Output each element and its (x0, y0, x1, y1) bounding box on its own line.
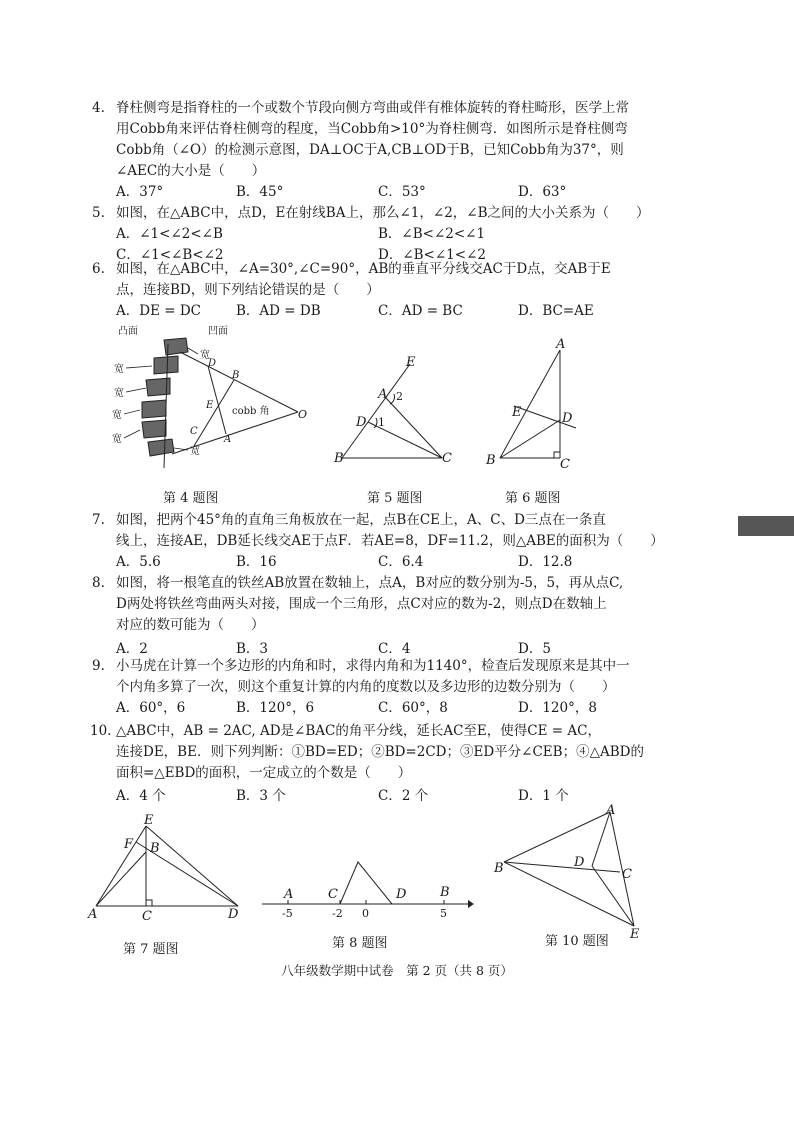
label-width: 宽 (190, 446, 200, 457)
point-b: B (150, 841, 160, 856)
figure-5-caption: 第 5 题图 (367, 491, 423, 506)
point-d: D (396, 887, 407, 902)
option-b: B．16 (236, 554, 277, 570)
point-f: F (124, 837, 134, 852)
option-a: A．∠1<∠2<∠B (116, 226, 223, 242)
question-text: 如图，把两个45°角的直角三角板放在一起，点B在CE上，A、C、D三点在一条直 (116, 512, 606, 528)
question-text: 对应的数可能为（ ） (116, 617, 265, 633)
question-text: 线上，连接AE，DB延长线交AE于点F．若AE=8，DF=11.2，则△ABE的面积为（ ） (116, 533, 664, 549)
option-c: C．53° (378, 184, 426, 200)
side-ab (504, 812, 610, 862)
label-width: 宽 (112, 410, 122, 421)
point-c: C (442, 451, 452, 466)
figure-6-caption: 第 6 题图 (505, 491, 561, 506)
question-number: 9. (92, 658, 105, 674)
side-tab-mark (738, 516, 794, 536)
question-text: △ABC中，AB = 2AC, AD是∠BAC的角平分线，延长AC至E，使得CE = AC， (116, 723, 601, 739)
angle-1: 1 (378, 416, 385, 429)
question-number: 5. (92, 205, 105, 221)
point-e: E (206, 400, 214, 411)
figure-4-caption: 第 4 题图 (163, 491, 219, 506)
question-text: D两处将铁丝弯曲两头对接，围成一个三角形，点C对应的数为-2，则点D在数轴上 (116, 596, 607, 612)
point-b: B (486, 453, 496, 468)
option-d: D．5 (518, 641, 551, 657)
arrow-line (124, 410, 140, 414)
option-b: B．∠B<∠2<∠1 (378, 226, 486, 242)
point-b: B (440, 885, 450, 900)
question-text: 脊柱侧弯是指脊柱的一个或数个节段向侧方弯曲或伴有椎体旋转的脊柱畸形，医学上常 (116, 100, 629, 116)
figure-8-caption: 第 8 题图 (332, 936, 388, 951)
point-a: A (378, 387, 388, 402)
arrow-line (126, 366, 152, 368)
option-d: D．BC=AE (518, 303, 594, 319)
option-d: D．1 个 (518, 788, 569, 804)
options-row (92, 698, 692, 719)
point-e: E (406, 355, 416, 370)
question-number: 6. (92, 261, 105, 277)
point-c: C (142, 909, 152, 922)
options-row (92, 224, 692, 245)
question-text: 如图，在△ABC中，∠A=30°,∠C=90°，AB的垂直平分线交AC于D点，交AB于E (116, 261, 611, 277)
figure-10 (490, 800, 660, 940)
point-c: C (560, 457, 570, 470)
tick-label: 0 (362, 907, 369, 920)
question-4 (92, 98, 692, 203)
figure-7-drawing (86, 812, 246, 922)
question-6 (92, 259, 692, 322)
vertebra-shape (148, 439, 174, 456)
options-row (92, 552, 692, 573)
label-width: 宽 (200, 350, 210, 361)
point-e: E (144, 813, 154, 828)
segment-ad (592, 812, 610, 866)
option-b: B．3 个 (236, 788, 286, 804)
vertebra-shape (154, 356, 178, 374)
line-od (180, 352, 298, 412)
question-text: Cobb角（∠O）的检测示意图，DA⊥OC于A,CB⊥OD于B，已知Cobb角为37°，则 (116, 142, 624, 158)
segment-ed (146, 826, 238, 906)
vertebra-shape (142, 420, 166, 438)
figure-7 (86, 812, 246, 922)
question-text: 连接DE，BE．则下列判断：①BD=ED；②BD=2CD；③ED平分∠CEB；④△ABD的 (116, 744, 644, 760)
point-a: A (606, 803, 616, 818)
option-c: C．6.4 (378, 554, 424, 570)
question-number: 4. (92, 100, 105, 116)
point-d: D (228, 907, 239, 922)
segment-bd (500, 420, 560, 458)
label-convex: 凸面 (118, 326, 138, 337)
question-9 (92, 656, 692, 719)
question-text: 用Cobb角来评估脊柱侧弯的程度，当Cobb角>10°为脊柱侧弯．如图所示是脊柱侧弯 (116, 121, 628, 137)
question-text: 如图，在△ABC中，点D，E在射线BA上，那么∠1，∠2，∠B之间的大小关系为（ ） (116, 205, 650, 221)
label-cobb: cobb 角 (232, 406, 270, 417)
label-width: 宽 (114, 364, 124, 375)
option-c: C．4 (378, 641, 411, 657)
option-a: A．DE = DC (116, 303, 201, 319)
arrow-line (126, 388, 146, 392)
point-c: C (190, 426, 198, 437)
option-b: B．AD = DB (236, 303, 321, 319)
question-text: 点，连接BD，则下列结论错误的是（ ） (116, 282, 380, 298)
point-a: A (88, 907, 98, 922)
point-o: O (298, 408, 308, 421)
figure-6 (484, 336, 584, 470)
question-7 (92, 510, 692, 573)
option-c: C．∠1<∠B<∠2 (116, 247, 224, 263)
question-number: 8. (92, 575, 105, 591)
label-width: 宽 (114, 388, 124, 399)
point-a: A (556, 337, 566, 352)
point-c: C (328, 887, 338, 902)
question-8 (92, 573, 692, 660)
point-b: B (334, 451, 344, 466)
point-e: E (630, 927, 640, 940)
question-text: 面积=△EBD的面积，一定成立的个数是（ ） (116, 765, 412, 781)
option-b: B．45° (236, 184, 284, 200)
option-c: C．60°，8 (378, 700, 448, 716)
question-number: 7. (92, 512, 105, 528)
point-d: D (562, 411, 573, 426)
question-text: 小马虎在计算一个多边形的内角和时，求得内角和为1140°，检查后发现原来是其中一 (116, 658, 630, 674)
figure-4 (108, 322, 308, 468)
bent-wire (340, 862, 392, 904)
figure-8 (256, 856, 476, 920)
figure-6-drawing (484, 336, 584, 470)
question-text: 个内角多算了一次，则这个重复计算的内角的度数以及多边形的边数分别为（ ） (116, 679, 616, 695)
point-a: A (224, 434, 232, 445)
option-b: B．120°，6 (236, 700, 315, 716)
figure-5-drawing (330, 354, 460, 470)
tick-label: -5 (282, 907, 293, 920)
figure-5 (330, 354, 460, 470)
options-row (92, 301, 692, 322)
page-footer: 八年级数学期中试卷 第 2 页（共 8 页） (281, 963, 513, 978)
arrow-line (188, 348, 198, 354)
figure-10-drawing (490, 800, 660, 940)
segment-ae (96, 826, 146, 906)
number-line-arrow (468, 900, 474, 908)
point-d: D (208, 358, 217, 369)
point-b: B (494, 861, 504, 876)
right-angle-mark (146, 900, 152, 906)
figure-7-caption: 第 7 题图 (123, 942, 179, 957)
question-5 (92, 203, 692, 266)
option-c: C．AD = BC (378, 303, 463, 319)
arrow-line (124, 430, 140, 438)
point-a: A (284, 887, 294, 902)
question-text: ∠AEC的大小是（ ） (116, 163, 266, 179)
label-width: 宽 (112, 434, 122, 445)
point-b: B (232, 370, 240, 381)
question-number: 10. (90, 723, 112, 739)
point-c: C (622, 867, 632, 882)
side-ac (386, 398, 442, 458)
ray-ba (342, 364, 410, 458)
options-row (92, 182, 692, 203)
figure-10-caption: 第 10 题图 (545, 934, 609, 949)
option-d: D．120°，8 (518, 700, 597, 716)
angle-2: 2 (396, 390, 403, 403)
point-d: D (574, 855, 585, 870)
side-ab (500, 350, 560, 458)
question-text: 如图，将一根笔直的铁丝AB放置在数轴上，点A，B对应的数分别为-5，5，再从点C, (116, 575, 624, 591)
point-e: E (512, 405, 522, 420)
option-a: A．60°，6 (116, 700, 186, 716)
option-d: D．∠B<∠1<∠2 (378, 247, 486, 263)
label-concave: 凹面 (208, 326, 228, 337)
option-b: B．3 (236, 641, 269, 657)
option-a: A．4 个 (116, 788, 166, 804)
option-c: C．2 个 (378, 788, 429, 804)
option-d: D．12.8 (518, 554, 573, 570)
tick-label: 5 (440, 907, 447, 920)
option-d: D．63° (518, 184, 567, 200)
vertebra-shape (142, 400, 166, 418)
segment-ab (96, 852, 146, 906)
option-a: A．2 (116, 641, 148, 657)
question-10 (90, 721, 690, 807)
tick-label: -2 (332, 907, 343, 920)
point-d: D (356, 415, 367, 430)
option-a: A．37° (116, 184, 164, 200)
figure-8-drawing (256, 856, 476, 920)
figure-4-drawing (108, 322, 308, 468)
option-a: A．5.6 (116, 554, 161, 570)
